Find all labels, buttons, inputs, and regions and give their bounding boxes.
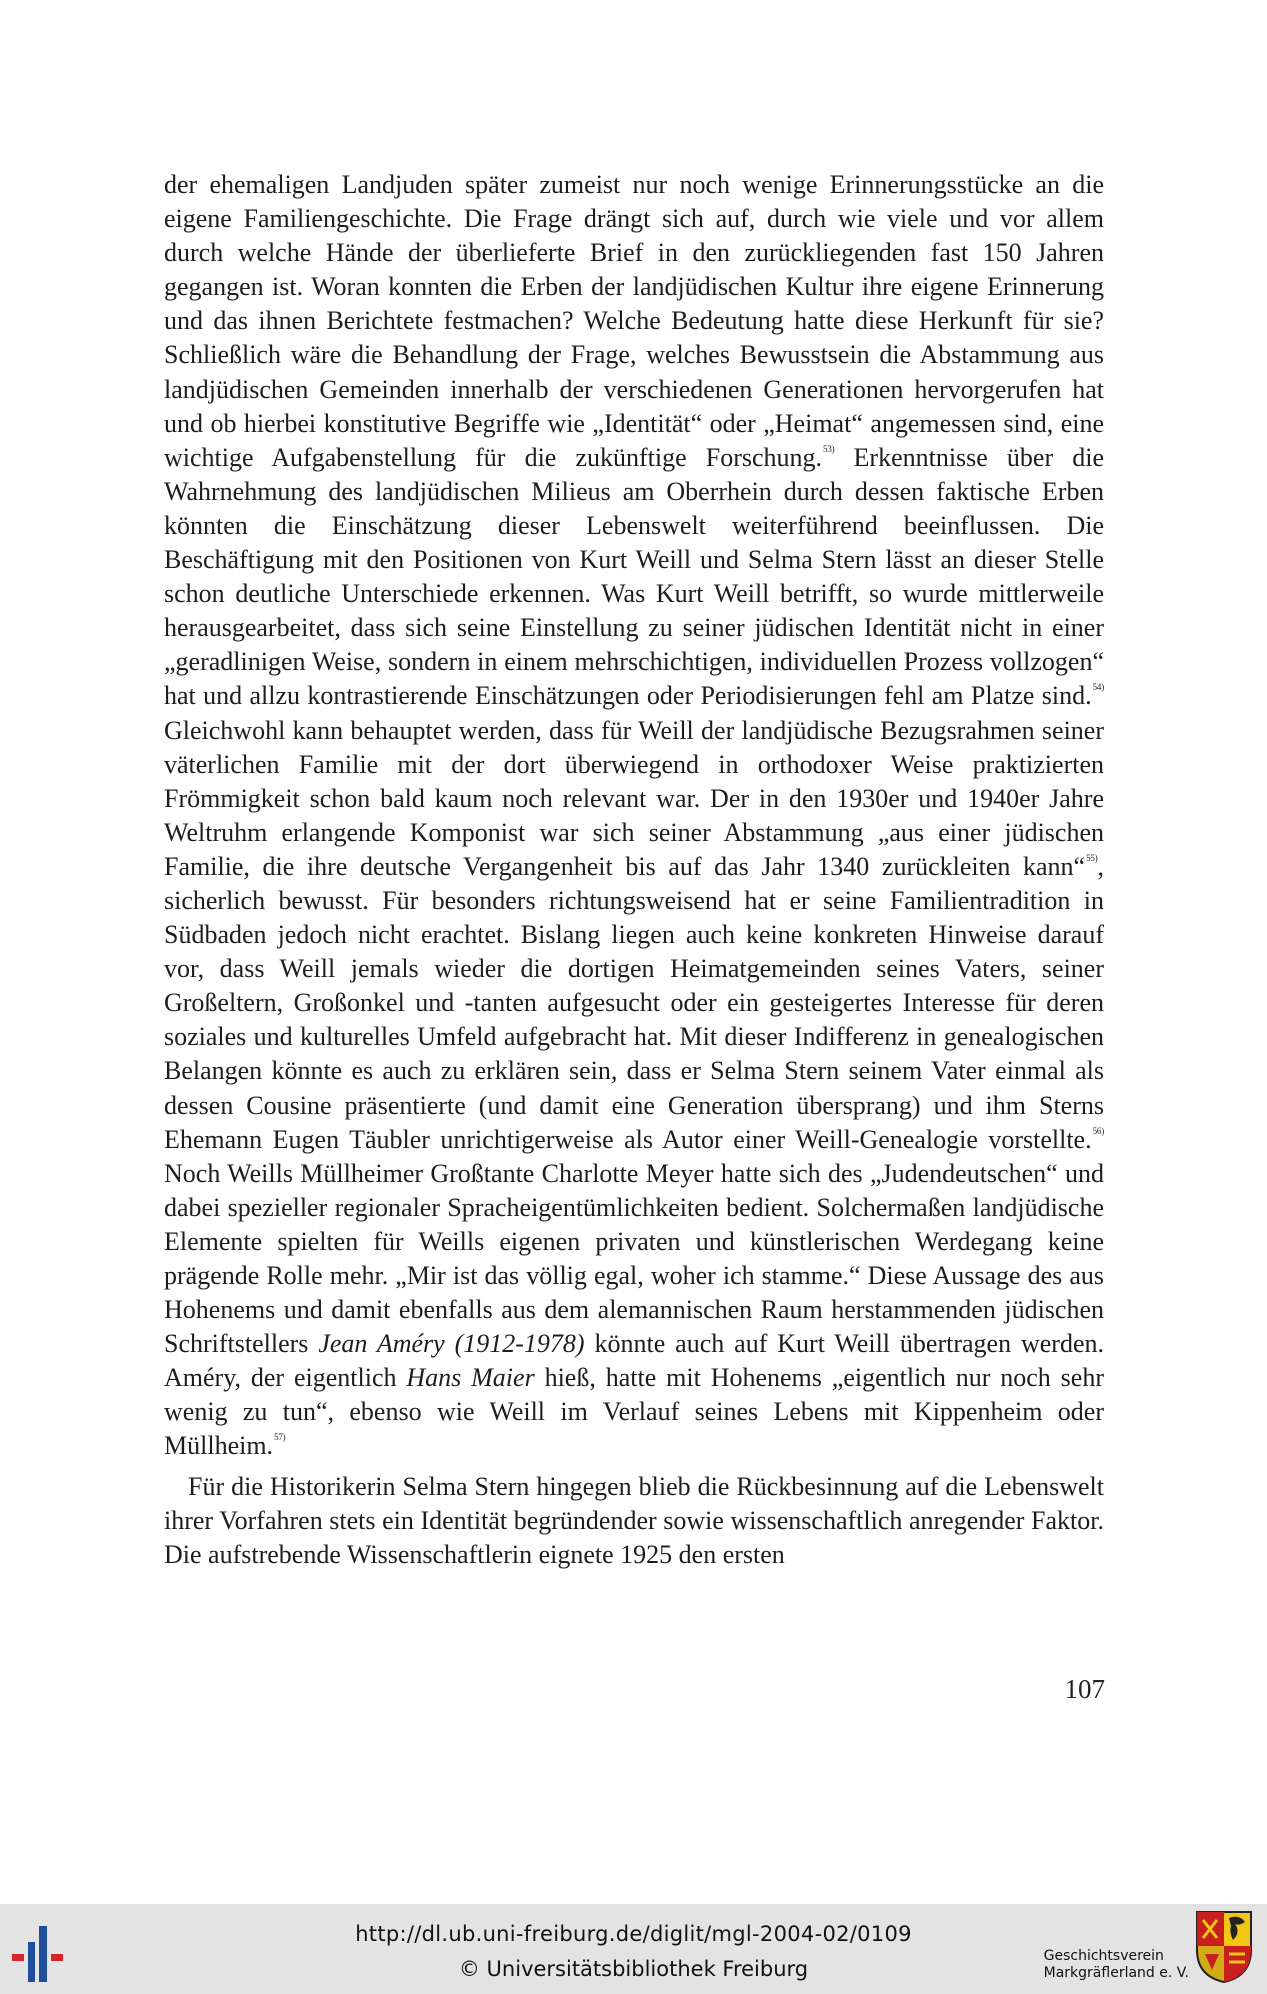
footnote-ref: 54) [1092,682,1104,693]
source-url-link[interactable]: http://dl.ub.uni-freiburg.de/diglit/mgl-2004-02/0109 [355,1922,912,1946]
copyright-text: © Universitätsbibliothek Freiburg [458,1957,809,1981]
text-run: hieß, hatte mit Hohenems „eigentlich nur noch sehr wenig zu tun“, ebenso wie Weill im Verlauf seines Lebens mit Kippenheim oder Müllheim. [164,1363,1104,1461]
text-run: Erkenntnisse über die Wahrnehmung des landjüdischen Milieus am Oberrhein durch dessen faktische Erben könnten die Einschätzung dieser Lebenswelt weiterführend beeinflussen. Die Beschäftigung mit den Positionen von Kurt Weill und Selma Stern lässt an dieser Stelle schon deutliche Unterschiede erkennen. Was Kurt Weill betrifft, so wurde mittlerweile herausgearbeitet, dass sich seine Einstellung zu seiner jüdischen Identität nicht in einer „geradlinigen Weise, sondern in einem mehrschichtigen, individuellen Prozess vollzogen“ hat und allzu kontrastierende Einschätzungen oder Periodisierungen fehl am Platze sind. [164,442,1105,711]
italic-name: Hans Maier [406,1363,535,1393]
society-name [1044,1948,1189,1982]
footnote-ref: 57) [274,1432,286,1443]
text-run: der ehemaligen Landjuden später zumeist nur noch wenige Erinnerungsstücke an die eigene Familiengeschichte. Die Frage drängt sich auf, durch wie viele und vor allem durch welche Hände der überlieferte Brief in den zurückliegenden fast 150 Jahren gegangen ist. Woran konnten die Erben der landjüdischen Kultur ihre eigene Erinnerung und das ihnen Berichtete festmachen? Welche Bedeutung hatte diese Herkunft für sie? Schließlich wäre die Behandlung der Frage, welches Bewusstsein die Abstammung aus landjüdischen Gemeinden innerhalb der verschiedenen Generationen hervorgerufen hat und ob hierbei konstitutive Begriffe wie „Identität“ oder „Heimat“ angemessen sind, eine wichtige Aufgabenstellung für die zukünftige Forschung. [164,170,1104,472]
text-run: könnte auch auf Kurt Weill übertragen werden. Améry, der eigentlich [164,1329,1105,1393]
italic-name: Jean Améry (1912-1978) [318,1329,585,1359]
footer-bar [0,1904,1267,1994]
text-run: Für die Historikerin Selma Stern hingegen blieb die Rückbesinnung auf die Lebenswelt ihrer Vorfahren stets ein Identität begründender sowie wissenschaftlich anregender Faktor. Die aufstrebende Wissenschaftlerin eignete 1925 den ersten [164,1471,1104,1569]
paragraph-2 [164,1470,1104,1572]
body-text [164,168,1104,1572]
paragraph-1 [164,168,1104,1464]
text-run: Gleichwohl kann behauptet werden, dass für Weill der landjüdische Bezugsrahmen seiner väterlichen Familie mit der dort überwiegend in orthodoxer Weise praktizierten Frömmigkeit schon bald kaum noch relevant war. Der in den 1930er und 1940er Jahre Weltruhm erlangende Komponist war sich seiner Abstammung „aus einer jüdischen Familie, die ihre deutsche Vergangenheit bis auf das Jahr 1340 zurückleiten kann“ [164,715,1104,881]
text-run: , sicherlich bewusst. Für besonders richtungsweisend hat er seine Familientradition in Südbaden jedoch nicht erachtet. Bislang liegen auch keine konkreten Hinweise darauf vor, dass Weill jemals wieder die dortigen Heimatgemeinden seines Vaters, seiner Großeltern, Großonkel und -tanten aufgesucht oder ein gesteigertes Interesse für deren soziales und kulturelles Umfeld aufgebracht hat. Mit dieser Indifferenz in genealogischen Belangen könnte es auch zu erklären sein, dass er Selma Stern seinem Vater einmal als dessen Cousine präsentierte (und damit eine Generation übersprang) und ihm Sterns Ehemann Eugen Täubler unrichtigerweise als Autor einer Weill-Genealogie vorstellte. [164,851,1104,1154]
society-name-line-1: Geschichtsverein [1043,1948,1164,1964]
text-run: Noch Weills Müllheimer Großtante Charlotte Meyer hatte sich des „Judendeutschen“ und dabei spezieller regionaler Spracheigentümlichkeiten bedient. Solchermaßen landjüdische Elemente spielten für Weills eigenen privaten und künstlerischen Werdegang keine prägende Rolle mehr. „Mir ist das völlig egal, woher ich stamme.“ Diese Aussage des aus Hohenems und damit ebenfalls aus dem alemannischen Raum herstammenden jüdischen Schriftstellers [164,1158,1104,1359]
page-number: 107 [1064,1674,1105,1704]
coat-of-arms-icon [1195,1910,1253,1984]
footnote-ref: 55) [1086,852,1098,863]
footnote-ref: 53) [823,443,835,454]
society-name-line-2: Markgräflerland e. V. [1043,1965,1189,1981]
footnote-ref: 56) [1092,1125,1104,1136]
